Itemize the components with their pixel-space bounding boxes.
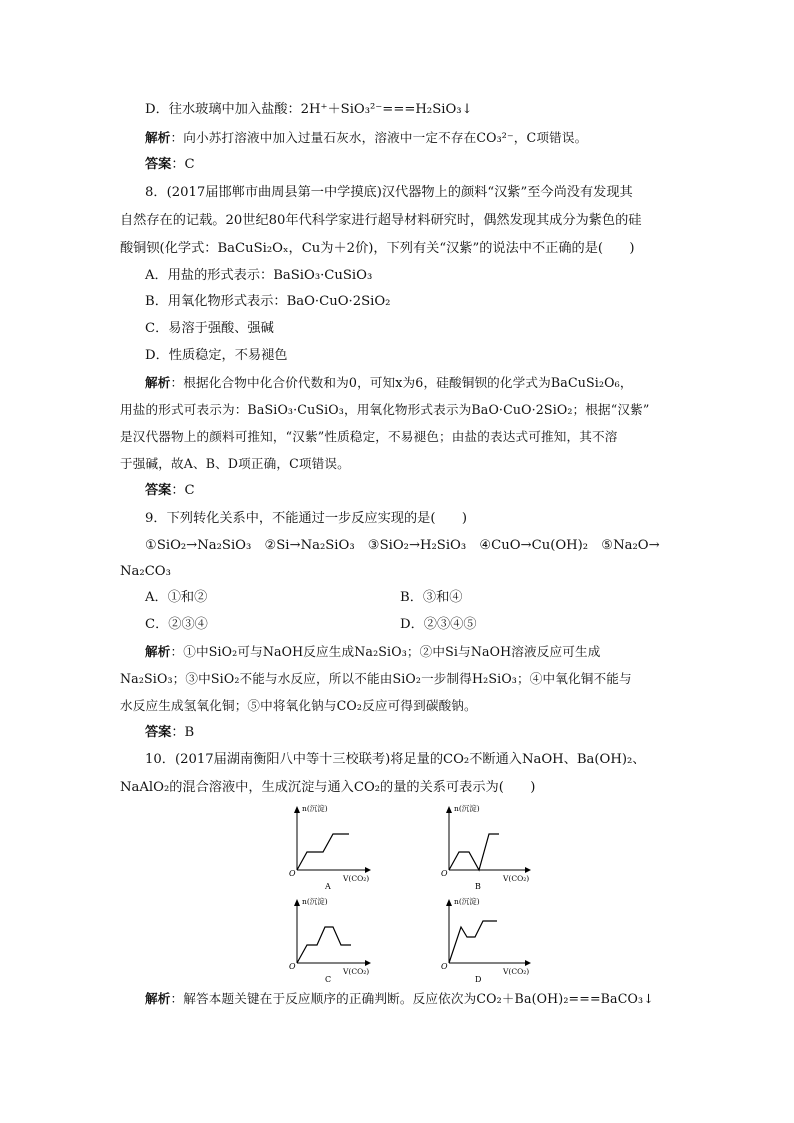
graph-c — [285, 893, 375, 985]
q9-option-a: A．①和② — [145, 590, 208, 605]
graph-ylabel: n(沉淀) — [302, 804, 328, 813]
q8-analysis-line-2: 用盐的形式可表示为：BaSiO₃·CuSiO₃，用氧化物形式表示为BaO·CuO·2SiO₂；根据“汉紫” — [120, 402, 650, 417]
q9-options-row-1 — [145, 589, 705, 607]
graph-label-b: B — [475, 882, 481, 891]
answer-text: ：C — [171, 157, 195, 172]
graph-xlabel: V(CO₂) — [343, 874, 370, 883]
q9-analysis-line-3: 水反应生成氢氧化铜；⑤中将氧化钠与CO₂反应可得到碳酸钠。 — [120, 698, 477, 713]
graph-label-c: C — [325, 975, 332, 984]
curve-d — [449, 921, 497, 963]
q7-option-d: D．往水玻璃中加入盐酸：2H⁺＋SiO₃²⁻===H₂SiO₃↓ — [145, 102, 473, 117]
graph-label-d: D — [475, 975, 482, 984]
graph-origin: O — [289, 962, 296, 971]
q8-option-a: A．用盐的形式表示：BaSiO₃·CuSiO₃ — [145, 268, 373, 283]
q8-option-c: C．易溶于强酸、强碱 — [145, 321, 274, 336]
q8-analysis-line-1 — [145, 374, 705, 392]
graph-xlabel: V(CO₂) — [503, 874, 530, 883]
q10-stem-line-1: 10．(2017届湖南衡阳八中等十三校联考)将足量的CO₂不断通入NaOH、Ba(OH)₂、 — [145, 752, 646, 767]
analysis-label: 解析 — [145, 644, 171, 659]
q9-answer — [145, 724, 705, 742]
q9-analysis-line-2: Na₂SiO₃；③中SiO₂不能与水反应，所以不能由SiO₂一步制得H₂SiO₃；④中氧化铜不能与 — [120, 671, 632, 686]
analysis-text: ：根据化合物中化合价代数和为0，可知x为6，硅酸铜钡的化学式为BaCuSi₂O₆， — [170, 375, 633, 390]
analysis-text: ：①中SiO₂可与NaOH反应生成Na₂SiO₃；②中Si与NaOH溶液反应可生成 — [170, 644, 601, 659]
y-axis-arrow — [294, 899, 300, 906]
graph-xlabel: V(CO₂) — [343, 967, 370, 976]
q9-items-line-1: ①SiO₂→Na₂SiO₃ ②Si→Na₂SiO₃ ③SiO₂→H₂SiO₃ ④CuO→Cu(OH)₂ ⑤Na₂O→ — [145, 538, 660, 553]
q9-option-c: C．②③④ — [145, 617, 208, 632]
graph-b — [437, 800, 537, 892]
y-axis-arrow — [446, 899, 452, 906]
graph-origin: O — [441, 869, 448, 878]
q8-analysis-line-3: 是汉代器物上的颜料可推知，“汉紫”性质稳定，不易褪色；由盐的表达式可推知，其不溶 — [120, 429, 618, 444]
q9-items-line-2: Na₂CO₃ — [120, 564, 171, 579]
q9-options-row-2 — [145, 616, 705, 634]
x-axis-arrow — [525, 960, 531, 966]
x-axis-arrow — [525, 867, 531, 873]
curve-c — [297, 927, 351, 963]
q9-option-d: D．②③④⑤ — [400, 617, 477, 632]
graph-a — [285, 800, 375, 892]
graph-ylabel: n(沉淀) — [302, 897, 328, 906]
x-axis-arrow — [365, 867, 371, 873]
graph-label-a: A — [325, 882, 331, 891]
q9-option-b: B．③和④ — [400, 590, 463, 605]
q7-answer — [145, 156, 705, 174]
curve-b — [449, 834, 499, 870]
answer-text: ：C — [171, 483, 195, 498]
analysis-label: 解析 — [145, 991, 171, 1006]
analysis-text: ：解答本题关键在于反应顺序的正确判断。反应依次为CO₂＋Ba(OH)₂===BaCO₃↓ — [170, 991, 654, 1006]
q8-stem-line-1: 8．(2017届邯郸市曲周县第一中学摸底)汉代器物上的颜料“汉紫”至今尚没有发现其 — [145, 185, 633, 200]
analysis-text: ：向小苏打溶液中加入过量石灰水，溶液中一定不存在CO₃²⁻，C项错误。 — [170, 130, 588, 145]
analysis-label: 解析 — [145, 375, 171, 390]
graph-ylabel: n(沉淀) — [454, 804, 480, 813]
y-axis-arrow — [446, 806, 452, 813]
q8-answer — [145, 482, 705, 500]
graph-origin: O — [289, 869, 296, 878]
q9-analysis-line-1 — [145, 643, 705, 661]
x-axis-arrow — [365, 960, 371, 966]
answer-label: 答案 — [145, 725, 172, 740]
answer-label: 答案 — [145, 483, 172, 498]
y-axis-arrow — [294, 806, 300, 813]
q10-stem-line-2: NaAlO₂的混合溶液中，生成沉淀与通入CO₂的量的关系可表示为( ) — [120, 780, 536, 795]
q8-stem-line-2: 自然存在的记载。20世纪80年代科学家进行超导材料研究时，偶然发现其成分为紫色的硅 — [120, 213, 642, 228]
q7-analysis — [145, 129, 705, 147]
answer-label: 答案 — [145, 157, 172, 172]
q8-option-b: B．用氧化物形式表示：BaO·CuO·2SiO₂ — [145, 294, 391, 309]
answer-text: ：B — [171, 725, 195, 740]
graph-d — [437, 893, 537, 985]
graph-xlabel: V(CO₂) — [503, 967, 530, 976]
q8-analysis-line-4: 于强碱，故A、B、D项正确，C项错误。 — [120, 456, 350, 471]
q8-stem-line-3: 酸铜钡(化学式：BaCuSi₂Oₓ，Cu为＋2价)，下列有关“汉紫”的说法中不正确的是( ) — [120, 241, 635, 256]
analysis-label: 解析 — [145, 130, 171, 145]
graph-origin: O — [441, 962, 448, 971]
curve-a — [297, 834, 349, 870]
q9-stem: 9．下列转化关系中，不能通过一步反应实现的是( ) — [145, 511, 467, 526]
q10-analysis-line-1 — [145, 990, 705, 1008]
graph-ylabel: n(沉淀) — [454, 897, 480, 906]
q8-option-d: D．性质稳定，不易褪色 — [145, 348, 288, 363]
